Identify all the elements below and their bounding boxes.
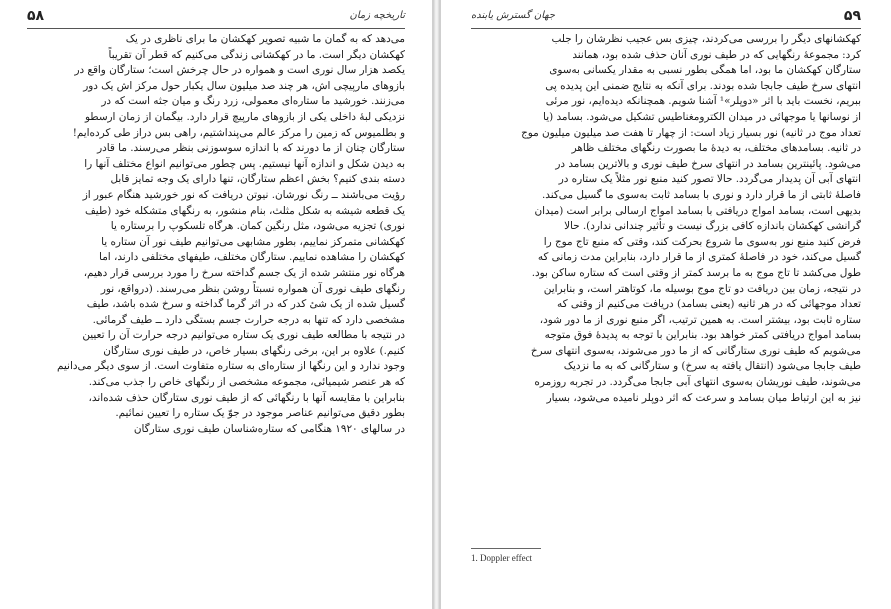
right-text-line: گرانشی کهکشان باندازه کافی بزرگ نیست و تأثیر چندانی ندارد). حالا: [564, 220, 861, 233]
right-text-line: می‌شویم که طیف نوری ستارگانی که از ما دور می‌شوند، به‌سوی انتهای سرخ: [530, 344, 861, 357]
book-gutter: [433, 0, 440, 609]
left-running-head: تاریخچه زمان: [349, 10, 405, 21]
left-text-line: در سالهای ۱۹۲۰ هنگامی که ستاره‌شناسان طیف نوری ستارگان: [133, 422, 405, 435]
right-page-number: ۵۹: [843, 8, 861, 24]
right-text-line: در نتیجه، زمان بین دریافت دو تاج موج بوسیله ما، کوتاهتر است، و بنابراین: [543, 282, 861, 295]
left-text-line: می‌زنند. خورشید ما ستاره‌ای معمولی، زرد رنگ و میان جثه است که در: [101, 95, 405, 108]
right-header-rule: [471, 28, 861, 29]
right-text-line: فرض کنید منبع نور به‌سوی ما شروع بحرکت کند، وقتی که منبع تاج موج را: [543, 235, 861, 248]
left-text-line: یکصد هزار سال نوری است و همواره در حال چرخش است؛ ستارگان واقع در: [74, 64, 405, 77]
right-text-line: ستارگان کهکشان ما بود، اما همگی بطور نسبی به مقدار یکسانی به‌سوی: [549, 64, 861, 77]
left-page: [0, 0, 433, 609]
left-page-header: [27, 10, 405, 28]
right-text-line: انتهای آبی آن پدیدار می‌گردد. حالا تصور کنید منبع نور مثلاً یک ستاره در: [558, 173, 861, 186]
right-text-line: ستاره ثابت بود، بیشتر است. به همین ترتیب، اگر منبع نوری از ما دور شود،: [539, 313, 861, 326]
left-text-line: در نتیجه با مطالعه طیف نوری یک ستاره می‌توانیم درجه حرارت آن را تعیین: [82, 329, 405, 342]
right-text-line: طیف جابجا می‌شود (انتقال یافته به سرخ) و ستارگانی که به ما نزدیک: [563, 360, 861, 373]
right-page-body: [471, 32, 861, 406]
left-text-line: بنابراین با مقایسه آنها با رنگهائی که از طیف نوری ستارگان حذف شده‌اند،: [88, 391, 405, 404]
right-text-line: انتهای سرخ طیف جابجا شده بودند. برای آنکه به نتایج ضمنی این پدیده پی: [545, 79, 861, 92]
right-text-line: نیز به این ارتباط میان بسامد و سرعت که اثر دوپلر نامیده می‌شود، بسیار: [546, 391, 861, 404]
right-text-line: تعداد موج در ثانیه) نور بسیار زیاد است: از چهار تا هفت صد میلیون میلیون موج: [521, 126, 861, 139]
right-text-line: فاصلهٔ ثابتی از ما قرار دارد و نوری با بسامد ثابت به‌سوی ما گسیل می‌کند.: [541, 188, 861, 201]
left-text-line: ستارگان چنان از ما دورند که با اندازه سوسوزنی بنظر می‌رسند. ما قادر: [97, 142, 405, 155]
right-text-line: ببریم، نخست باید با اثر «دوپلر»¹ آشنا شویم. همچنانکه دیده‌ایم، نور مرئی: [545, 95, 861, 108]
left-text-line: که هر عنصر شیمیائی، مجموعه مشخصی از رنگهای خاص را جذب می‌کند.: [88, 376, 405, 389]
left-text-line: بازوهای مارپیچی اش، هر چند صد میلیون سال یکبار حول مرکز اش یک دور: [83, 79, 405, 92]
left-text-line: کهکشان دیگر است. ما در کهکشانی زندگی می‌کنیم که قطر آن تقریباً: [108, 48, 405, 61]
footnote: 1. Doppler effect: [471, 553, 533, 563]
right-page: [440, 0, 891, 609]
left-text-line: کهکشانی متمرکز نماییم، بطور مشابهی می‌توانیم طیف نور آن ستاره یا: [101, 235, 405, 248]
left-text-line: کنیم.) علاوه بر این، برخی رنگهای بسیار خاص، در طیف نوری ستارگان: [103, 344, 405, 357]
right-text-line: تعداد موجهائی که در هر ثانیه (یعنی بسامد) دریافت می‌کنیم از وقتی که: [557, 298, 861, 311]
right-text-line: می‌شود. پائینترین بسامد در انتهای سرخ طیف نوری و بالاترین بسامد در: [555, 157, 861, 170]
left-text-line: دسته بندی کنیم؟ بخش اعظم ستارگان، تنها دارای یک وجه تمایز قابل: [110, 173, 405, 186]
left-text-line: رنگهای طیف نوری آن همواره نسبتاً روشن بنظر می‌رسند. (درواقع، نور: [100, 282, 405, 295]
right-text-line: طول می‌کشد تا تاج موج به ما برسد کمتر از وقتی است که ستاره ساکن بود.: [531, 266, 861, 279]
right-running-head: جهان گسترش یابنده: [471, 10, 556, 21]
footnote-rule: [471, 548, 541, 549]
right-text-line: بدیهی است، بسامد امواج دریافتی با بسامد امواج ارسالی برابر است (میدان: [534, 204, 861, 217]
right-text-line: کهکشانهای دیگر را بررسی می‌کردند، چیزی بس عجیب نظرشان را جلب: [551, 33, 861, 45]
right-text-line: می‌شوند، طیف نوریشان به‌سوی انتهای آبی جابجا می‌گردد. در تجربه روزمره: [534, 376, 861, 389]
left-text-line: نوری) تجزیه می‌شود، مثل رنگین کمان. هرگاه تلسکوپ را برستاره یا: [110, 220, 405, 233]
left-text-line: به دیدن شکل و اندازه آنها نیستیم. پس چطور می‌توانیم انواع مختلف آنها را: [84, 157, 405, 170]
right-text-line: بسامد امواج دریافتی کمتر خواهد بود. بنابراین با توجه به پدیدهٔ فوق متوجه: [544, 329, 861, 342]
left-text-line: رؤیت می‌باشند ــ رنگ نورشان. نیوتن دریافت که نور خورشید هنگام عبور از: [82, 188, 405, 201]
right-page-header: [471, 10, 861, 28]
left-text-line: کهکشان را مشاهده نماییم. ستارگان مختلف، طیفهای مختلفی دارند، اما: [99, 251, 405, 264]
right-text-line: از نوسانها یا موجهائی در میدان الکترومغناطیس تشکیل می‌شود. بسامد (یا: [543, 110, 861, 123]
right-text-line: کرد: مجموعهٔ رنگهایی که در طیف نوری آنان حذف شده بود، همانند: [572, 48, 861, 61]
left-text-line: مشخصی دارد که تنها به درجه حرارت جسم بستگی دارد ــ طیف گرمائی.: [92, 313, 405, 326]
right-text-line: در ثانیه. بسامدهای مختلف، به دیدهٔ ما بصورت رنگهای مختلف ظاهر: [571, 142, 861, 155]
left-text-line: نزدیکی لبهٔ داخلی یکی از بازوهای مارپیچ قرار دارد. بیگمان از زمان ارسطو: [84, 110, 405, 123]
left-page-number: ۵۸: [27, 8, 45, 24]
left-header-rule: [27, 28, 405, 29]
left-text-line: گسیل شده از یک شئ کدر که در اثر گرما گداخته و سرخ شده باشد، طیف: [86, 298, 405, 311]
left-text-line: هرگاه نور منتشر شده از یک جسم گداخته سرخ را مورد بررسی قرار دهیم،: [83, 266, 405, 279]
left-page-body: [27, 32, 405, 437]
right-text-line: گسیل می‌کند، خود در فاصلهٔ کمتری از ما قرار دارد، بنابراین مدت زمانی که: [537, 251, 861, 264]
left-text-line: می‌دهد که به گمان ما شبیه تصویر کهکشان ما برای ناظری در یک: [125, 33, 405, 45]
left-text-line: وجود ندارد و این رنگها از ستاره‌ای به ستاره متفاوت است. از سوی دیگر می‌دانیم: [57, 360, 405, 373]
left-text-line: بطور دقیق می‌توانیم عناصر موجود در جوّ یک ستاره را تعیین نمائیم.: [115, 407, 405, 420]
left-text-line: و بطلمیوس که زمین را مرکز عالم می‌پنداشتیم، راهی بس دراز طی کرده‌ایم!: [72, 126, 405, 139]
left-text-line: یک قطعه شیشه به شکل مثلث، بنام منشور، به رنگهای متشکله خود (طیف: [85, 204, 405, 217]
